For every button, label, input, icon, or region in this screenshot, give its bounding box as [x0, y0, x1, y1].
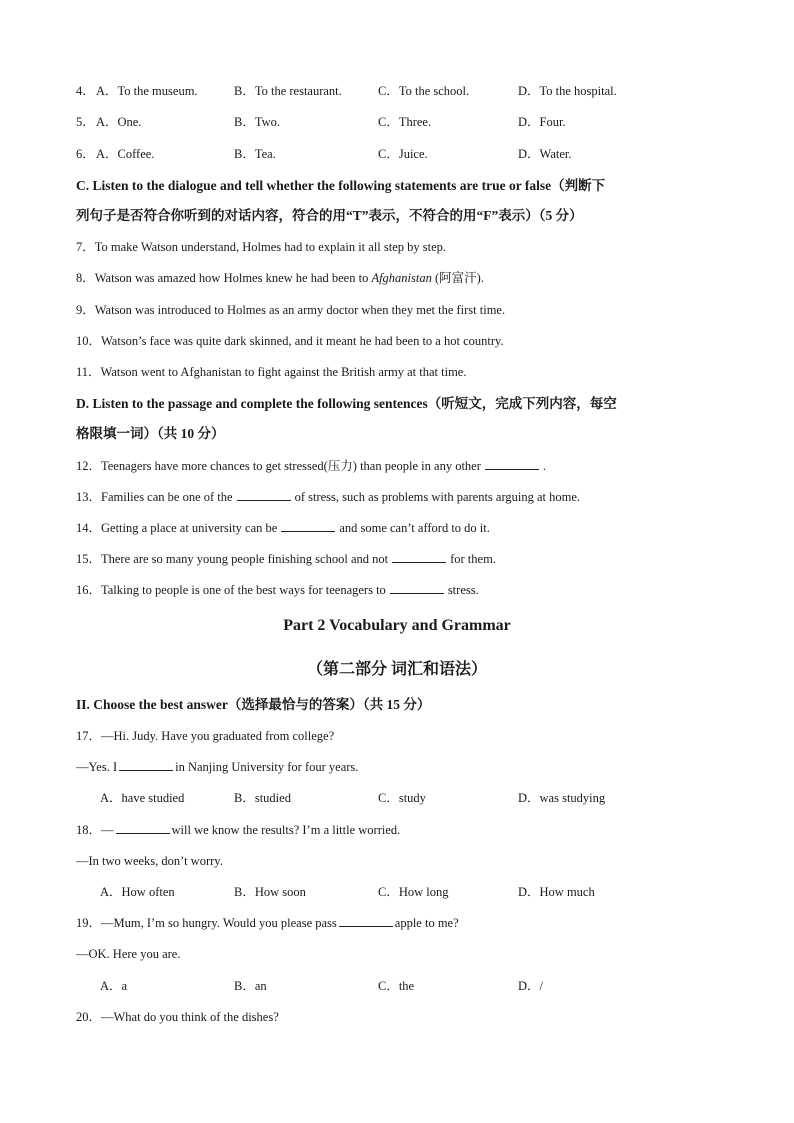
question-17-text-end: in Nanjing University for four years.: [175, 760, 359, 774]
option-b: B．How soon: [234, 885, 306, 899]
answer-blank[interactable]: [237, 489, 291, 501]
question-13: [76, 489, 580, 505]
section-c-line-1: C. Listen to the dialogue and tell whether the following statements are true or false（判断下: [76, 178, 606, 193]
question-13-text: 13．Families can be one of the: [76, 490, 233, 504]
question-12-text-end: .: [542, 459, 547, 473]
option-b: B．an: [234, 979, 267, 993]
answer-blank[interactable]: [392, 551, 446, 563]
option-c: C．Three.: [378, 115, 432, 129]
section-c-heading: [76, 171, 720, 231]
answer-blank[interactable]: [281, 520, 335, 532]
answer-blank[interactable]: [390, 582, 444, 594]
option-a: A．How often: [100, 885, 175, 899]
question-18-options: [100, 884, 720, 900]
answer-blank[interactable]: [119, 759, 173, 771]
question-9: 9．Watson was introduced to Holmes as an army doctor when they met the first time.: [76, 303, 506, 317]
question-8-text: 8．Watson was amazed how Holmes knew he had been to: [76, 271, 372, 285]
question-18-response: —In two weeks, don’t worry.: [76, 854, 223, 868]
option-c: C．Juice.: [378, 147, 428, 161]
question-18-text-end: will we know the results? I’m a little worried.: [171, 823, 401, 837]
option-c: C．To the school.: [378, 84, 470, 98]
question-number: 6．: [76, 147, 95, 161]
option-b: B．Two.: [234, 115, 281, 129]
section-c-line-2: 列句子是否符合你听到的对话内容，符合的用“T”表示，不符合的用“F”表示）（5 分）: [76, 208, 583, 223]
question-15: [76, 551, 496, 567]
option-d: D．To the hospital.: [518, 84, 617, 98]
question-number: 5．: [76, 115, 95, 129]
question-17-options: [100, 790, 720, 806]
question-19: [76, 915, 459, 931]
question-16-text-end: stress.: [447, 583, 479, 597]
option-c: C．How long: [378, 885, 449, 899]
question-16-text: 16．Talking to people is one of the best ways for teenagers to: [76, 583, 386, 597]
option-d: D．How much: [518, 885, 595, 899]
option-b: B．To the restaurant.: [234, 84, 342, 98]
option-a: A．have studied: [100, 791, 185, 805]
answer-blank[interactable]: [485, 458, 539, 470]
part-2-title: Part 2 Vocabulary and Grammar: [283, 617, 511, 634]
option-c: C．study: [378, 791, 426, 805]
question-14: [76, 520, 490, 536]
question-17-text: —Yes. I: [76, 760, 118, 774]
answer-blank[interactable]: [339, 915, 393, 927]
option-a: A．To the museum.: [96, 84, 198, 98]
question-12-text: 12．Teenagers have more chances to get stressed(压力) than people in any other: [76, 459, 481, 473]
option-d: D．/: [518, 979, 544, 993]
answer-blank[interactable]: [116, 822, 170, 834]
question-16: [76, 582, 479, 598]
question-8: [76, 270, 484, 286]
option-b: B．Tea.: [234, 147, 276, 161]
question-15-text-end: for them.: [450, 552, 496, 566]
question-14-text: 14．Getting a place at university can be: [76, 521, 278, 535]
question-7: 7．To make Watson understand, Holmes had to explain it all step by step.: [76, 240, 447, 254]
question-18: [76, 822, 400, 838]
option-d: D．Water.: [518, 147, 572, 161]
question-19-options: [100, 978, 720, 994]
question-8-text-end: (阿富汗).: [431, 271, 484, 285]
question-18-text: 18．—: [76, 823, 114, 837]
option-c: C．the: [378, 979, 415, 993]
question-17-answer-line: [76, 759, 358, 775]
option-b: B．studied: [234, 791, 291, 805]
question-17: 17．—Hi. Judy. Have you graduated from college?: [76, 729, 335, 743]
option-d: D．Four.: [518, 115, 566, 129]
section-d-line-2: 格限填一词）（共 10 分）: [76, 426, 225, 441]
question-8-italic: Afghanistan: [371, 271, 432, 285]
question-13-text-end: of stress, such as problems with parents arguing at home.: [294, 490, 581, 504]
question-4-options: [76, 83, 726, 99]
question-6-options: [76, 146, 726, 162]
option-a: A．Coffee.: [96, 147, 155, 161]
question-19-text-end: apple to me?: [394, 916, 459, 930]
section-d-line-1: D. Listen to the passage and complete the following sentences（听短文，完成下列内容，每空: [76, 396, 617, 411]
option-a: A．One.: [96, 115, 142, 129]
question-11: 11．Watson went to Afghanistan to fight against the British army at that time.: [76, 365, 467, 379]
section-d-heading: [76, 389, 720, 449]
section-ii-heading: II. Choose the best answer（选择最恰与的答案）（共 15 分）: [76, 697, 431, 712]
question-20: 20．—What do you think of the dishes?: [76, 1010, 279, 1024]
question-15-text: 15．There are so many young people finishing school and not: [76, 552, 389, 566]
option-d: D．was studying: [518, 791, 606, 805]
question-14-text-end: and some can’t afford to do it.: [339, 521, 490, 535]
question-10: 10．Watson’s face was quite dark skinned, and it meant he had been to a hot country.: [76, 334, 504, 348]
question-12: [76, 458, 546, 474]
question-19-response: —OK. Here you are.: [76, 947, 181, 961]
question-5-options: [76, 114, 726, 130]
question-19-text: 19．—Mum, I’m so hungry. Would you please pass: [76, 916, 337, 930]
part-2-subtitle: （第二部分 词汇和语法）: [306, 661, 487, 678]
question-number: 4．: [76, 84, 95, 98]
option-a: A．a: [100, 979, 128, 993]
